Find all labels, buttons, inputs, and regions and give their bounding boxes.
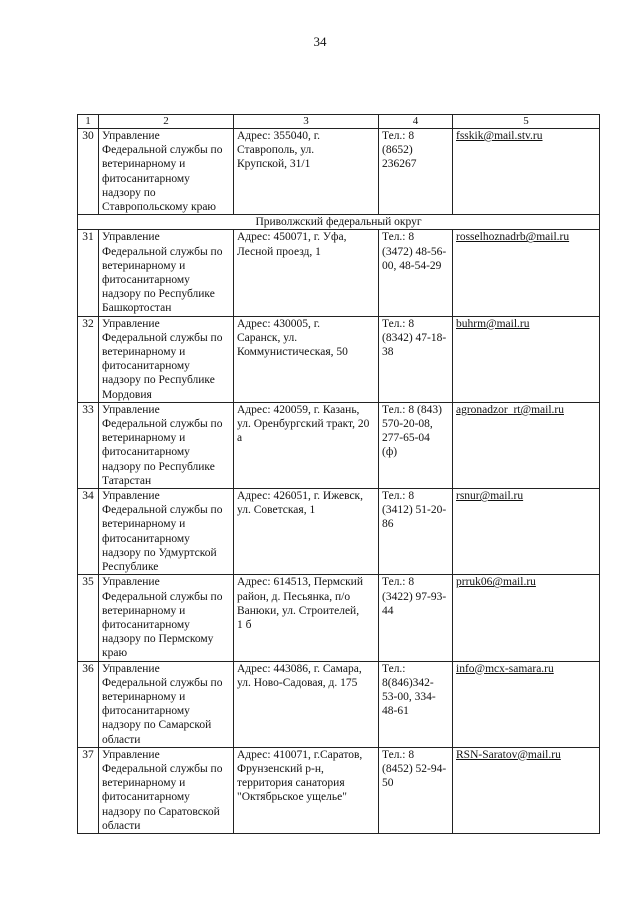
address-line: 1 б (237, 618, 252, 631)
agency-name-line: Башкортостан (102, 302, 172, 315)
agency-name-line: надзору по Республике (102, 288, 215, 301)
phone-cell (379, 747, 453, 833)
email-cell (453, 489, 600, 575)
phone-line: Тел.: 8 (382, 231, 415, 244)
address-line: район, д. Песьянка, п/о (237, 590, 351, 603)
phone-line: Тел.: 8 (382, 490, 415, 503)
agency-name-line: фитосанитарному (102, 532, 190, 545)
row-number: 30 (78, 129, 99, 215)
phone-line: (3472) 48-56- (382, 245, 447, 258)
address-line: "Октябрьское ущелье" (237, 791, 347, 804)
address-line: Адрес: 614513, Пермский (237, 576, 363, 589)
contacts-table (77, 114, 600, 834)
agency-name-line: Управление (102, 231, 160, 244)
phone-line: Тел.: 8 (843) (382, 403, 442, 416)
address-line: Адрес: 420059, г. Казань, (237, 403, 360, 416)
agency-name-line: надзору по Самарской (102, 719, 212, 732)
agency-name-line: Управление (102, 662, 160, 675)
address-cell (234, 575, 379, 661)
address-cell (234, 316, 379, 402)
table-row (78, 661, 600, 747)
agency-name-line: Федеральной службы по (102, 590, 223, 603)
agency-name-line: Управление (102, 403, 160, 416)
email-link[interactable]: agronadzor_rt@mail.ru (456, 403, 564, 416)
phone-line: (8452) 52-94- (382, 762, 447, 775)
email-cell (453, 661, 600, 747)
phone-cell (379, 489, 453, 575)
email-cell (453, 129, 600, 215)
phone-line: (8342) 47-18- (382, 331, 447, 344)
email-link[interactable]: prruk06@mail.ru (456, 576, 536, 589)
address-line: Фрунзенский р-н, (237, 762, 324, 775)
address-line: ул. Ново-Садовая, д. 175 (237, 676, 358, 689)
agency-name-line: области (102, 819, 141, 832)
address-line: ул. Советская, 1 (237, 504, 316, 517)
agency-name-line: Федеральной службы по (102, 331, 223, 344)
email-link[interactable]: rsnur@mail.ru (456, 490, 524, 503)
phone-line: Тел.: 8 (382, 576, 415, 589)
address-cell (234, 129, 379, 215)
email-link[interactable]: fsskik@mail.stv.ru (456, 130, 543, 142)
agency-name-line: области (102, 733, 141, 746)
column-header: 4 (379, 115, 453, 129)
address-line: Коммунистическая, 50 (237, 346, 348, 359)
email-cell (453, 747, 600, 833)
address-line: Адрес: 450071, г. Уфа, (237, 231, 347, 244)
address-line: а (237, 432, 243, 445)
agency-name-cell (99, 575, 234, 661)
table-row (78, 129, 600, 215)
agency-name-line: краю (102, 647, 128, 660)
phone-cell (379, 129, 453, 215)
agency-name-line: фитосанитарному (102, 274, 190, 287)
row-number: 32 (78, 316, 99, 402)
agency-name-line: фитосанитарному (102, 791, 190, 804)
phone-line: Тел.: 8 (382, 130, 415, 142)
email-link[interactable]: buhrm@mail.ru (456, 317, 530, 330)
table-row (78, 402, 600, 488)
agency-name-line: Управление (102, 490, 160, 503)
row-number: 34 (78, 489, 99, 575)
agency-name-line: ветеринарному и (102, 158, 186, 171)
agency-name-line: фитосанитарному (102, 446, 190, 459)
agency-name-line: надзору по Республике (102, 460, 215, 473)
phone-line: Тел.: 8 (382, 317, 415, 330)
address-line: Ставрополь, ул. (237, 144, 315, 157)
address-line: Ванюки, ул. Строителей, (237, 604, 360, 617)
agency-name-cell (99, 402, 234, 488)
agency-name-line: ветеринарному и (102, 604, 186, 617)
phone-line: 8(846)342- (382, 676, 434, 689)
agency-name-line: Татарстан (102, 474, 152, 487)
phone-line: (ф) (382, 446, 398, 459)
agency-name-line: Управление (102, 576, 160, 589)
agency-name-line: Федеральной службы по (102, 418, 223, 431)
phone-line: 86 (382, 518, 394, 531)
agency-name-line: Управление (102, 317, 160, 330)
agency-name-line: Управление (102, 748, 160, 761)
address-line: Саранск, ул. (237, 331, 298, 344)
agency-name-line: ветеринарному и (102, 518, 186, 531)
phone-line: 236267 (382, 158, 417, 171)
table-row (78, 230, 600, 316)
email-link[interactable]: info@mcx-samara.ru (456, 662, 554, 675)
email-cell (453, 575, 600, 661)
agency-name-line: фитосанитарному (102, 172, 190, 185)
phone-line: Тел.: 8 (382, 748, 415, 761)
row-number: 36 (78, 661, 99, 747)
agency-name-cell (99, 129, 234, 215)
email-cell (453, 402, 600, 488)
agency-name-line: Ставропольскому краю (102, 201, 217, 214)
phone-cell (379, 316, 453, 402)
phone-line: 00, 48-54-29 (382, 259, 442, 272)
table-row (78, 575, 600, 661)
agency-name-line: Управление (102, 130, 160, 142)
phone-line: (3422) 97-93- (382, 590, 447, 603)
agency-name-line: Федеральной службы по (102, 762, 223, 775)
phone-line: 50 (382, 777, 394, 790)
address-line: Адрес: 410071, г.Саратов, (237, 748, 363, 761)
address-line: ул. Оренбургский тракт, 20 (237, 418, 370, 431)
address-line: территория санатория (237, 777, 345, 790)
agency-name-line: Федеральной службы по (102, 676, 223, 689)
phone-line: 277-65-04 (382, 432, 430, 445)
address-cell (234, 489, 379, 575)
section-title: Приволжский федеральный округ (78, 215, 600, 230)
agency-name-cell (99, 316, 234, 402)
agency-name-line: фитосанитарному (102, 360, 190, 373)
address-line: Крупской, 31/1 (237, 158, 311, 171)
address-cell (234, 230, 379, 316)
column-header: 1 (78, 115, 99, 129)
agency-name-line: Федеральной службы по (102, 144, 223, 157)
phone-cell (379, 661, 453, 747)
phone-cell (379, 402, 453, 488)
agency-name-cell (99, 489, 234, 575)
row-number: 33 (78, 402, 99, 488)
column-header: 2 (99, 115, 234, 129)
page-number: 34 (313, 34, 327, 49)
agency-name-line: ветеринарному и (102, 432, 186, 445)
address-line: Адрес: 426051, г. Ижевск, (237, 490, 364, 503)
agency-name-line: Республике (102, 561, 159, 574)
agency-name-line: фитосанитарному (102, 618, 190, 631)
agency-name-line: надзору по (102, 186, 156, 199)
agency-name-line: надзору по Удмуртской (102, 546, 217, 559)
column-header: 5 (453, 115, 600, 129)
phone-line: 48-61 (382, 705, 409, 718)
phone-line: 38 (382, 346, 394, 359)
row-number: 37 (78, 747, 99, 833)
agency-name-cell (99, 747, 234, 833)
agency-name-line: ветеринарному и (102, 777, 186, 790)
row-number: 35 (78, 575, 99, 661)
agency-name-cell (99, 661, 234, 747)
agency-name-line: ветеринарному и (102, 690, 186, 703)
address-line: Адрес: 443086, г. Самара, (237, 662, 362, 675)
phone-line: 53-00, 334- (382, 690, 436, 703)
phone-line: Тел.: (382, 662, 406, 675)
agency-name-line: Федеральной службы по (102, 245, 223, 258)
email-cell (453, 316, 600, 402)
address-line: Лесной проезд, 1 (237, 245, 321, 258)
table-row (78, 747, 600, 833)
email-link[interactable]: RSN-Saratov@mail.ru (456, 748, 561, 761)
email-link[interactable]: rosselhoznadrb@mail.ru (456, 231, 570, 244)
address-cell (234, 661, 379, 747)
section-row (78, 215, 600, 230)
phone-line: (8652) (382, 144, 413, 157)
table-row (78, 489, 600, 575)
phone-line: 570-20-08, (382, 418, 433, 431)
agency-name-line: фитосанитарному (102, 705, 190, 718)
phone-cell (379, 230, 453, 316)
agency-name-line: надзору по Пермскому (102, 633, 214, 646)
agency-name-line: Мордовия (102, 388, 152, 401)
address-line: Адрес: 430005, г. (237, 317, 321, 330)
address-line: Адрес: 355040, г. (237, 130, 321, 142)
address-cell (234, 747, 379, 833)
phone-line: 44 (382, 604, 394, 617)
row-number: 31 (78, 230, 99, 316)
header-row (78, 115, 600, 129)
table-body (78, 129, 600, 834)
phone-line: (3412) 51-20- (382, 504, 447, 517)
agency-name-line: надзору по Республике (102, 374, 215, 387)
agency-name-line: Федеральной службы по (102, 504, 223, 517)
table-row (78, 316, 600, 402)
column-header: 3 (234, 115, 379, 129)
address-cell (234, 402, 379, 488)
phone-cell (379, 575, 453, 661)
agency-name-cell (99, 230, 234, 316)
email-cell (453, 230, 600, 316)
agency-name-line: ветеринарному и (102, 259, 186, 272)
agency-name-line: ветеринарному и (102, 346, 186, 359)
agency-name-line: надзору по Саратовской (102, 805, 220, 818)
